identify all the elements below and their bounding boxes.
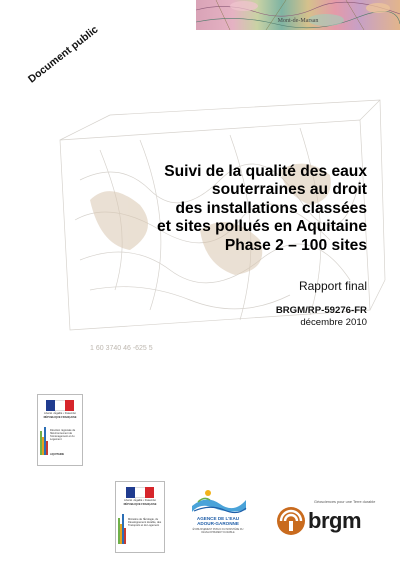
logo-dreal-text: Direction régionale de l'Environnement de l'Aménagement et du Logement (50, 429, 76, 441)
logo-region: AQUITAINE (50, 453, 65, 456)
logo-ministere-text: Ministère de l'Écologie, du Développement durable, des Transports et du Logement (128, 518, 162, 527)
map-label: Mont-de-Marsan (277, 18, 319, 24)
report-reference: BRGM/RP-59276-FR (275, 305, 367, 316)
adour-name: AGENCE DE L'EAU ADOUR-GARONNE (196, 516, 240, 527)
brgm-tagline: Géosciences pour une Terre durable (314, 500, 376, 504)
watermark-coords: 1 60 3740 46 -625 5 (90, 345, 153, 352)
brgm-logo (276, 500, 376, 544)
title-line: Suivi de la qualité des eaux (164, 163, 367, 180)
logo-motto: Liberté • Égalité • Fraternité (124, 499, 156, 502)
report-type: Rapport final (298, 279, 367, 293)
title-line: des installations classées (175, 199, 367, 217)
logo-republique: RÉPUBLIQUE FRANÇAISE (123, 503, 157, 506)
title-line: et sites pollués en Aquitaine (157, 218, 367, 236)
agence-eau-adour-garonne-logo (188, 486, 248, 538)
color-bars-icon (118, 514, 126, 544)
wave-icon (188, 486, 248, 516)
map-pattern-icon (196, 0, 400, 30)
brgm-wordmark: brgm (308, 508, 361, 533)
title-line: souterraines au droit (211, 181, 367, 199)
french-flag-icon (126, 487, 154, 498)
ministere-logo (115, 481, 165, 553)
brgm-emblem-icon (276, 504, 308, 540)
dreal-aquitaine-logo (37, 394, 83, 466)
logo-republique: RÉPUBLIQUE FRANÇAISE (43, 416, 77, 419)
title-line: Phase 2 – 100 sites (224, 236, 367, 254)
adour-tagline: ÉTABLISSEMENT PUBLIC DU MINISTÈRE DU DÉVELOPPEMENT DURABLE (192, 528, 244, 534)
geological-map-strip (196, 0, 400, 30)
logo-motto: Liberté • Égalité • Fraternité (44, 412, 76, 415)
french-flag-icon (46, 400, 74, 411)
color-bars-icon (40, 425, 48, 455)
document-public-stamp: Document public (26, 23, 101, 86)
report-title (67, 163, 367, 255)
report-date: décembre 2010 (300, 317, 367, 328)
